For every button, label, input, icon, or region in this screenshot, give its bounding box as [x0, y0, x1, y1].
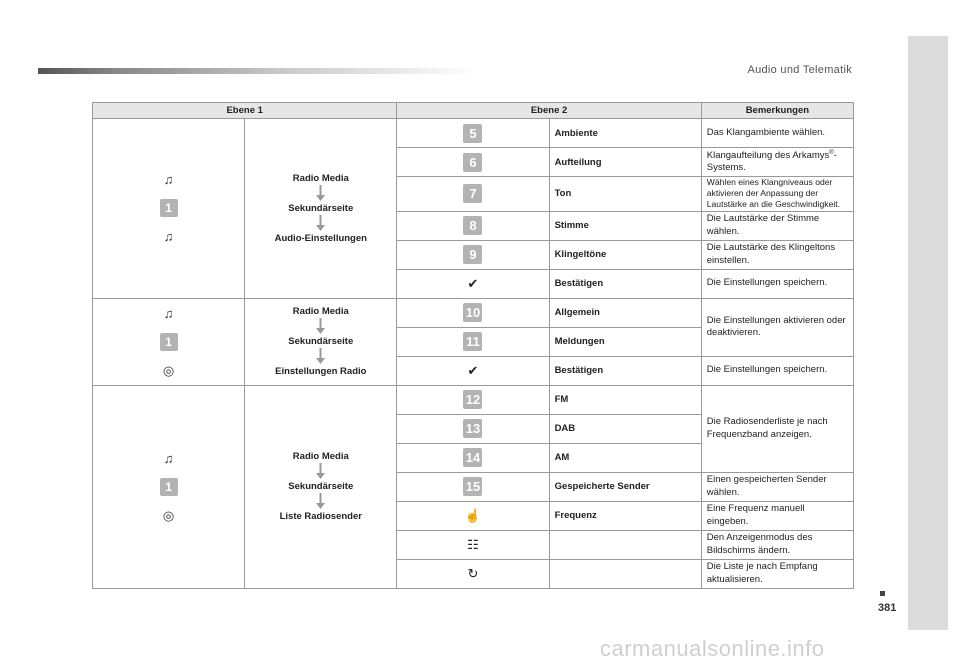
level-1-badge: 1 — [160, 478, 178, 496]
path-level-b: Sekundärseite — [288, 336, 354, 348]
path-level-a: Radio Media — [292, 306, 349, 318]
group-icons-station-list — [93, 385, 245, 588]
checkmark-icon: ✔ — [467, 362, 479, 378]
hand-dial-icon: ☝ — [464, 507, 482, 523]
item-label — [549, 530, 701, 559]
arrow-down-icon — [315, 215, 326, 232]
page-marker — [880, 591, 885, 596]
arrow-down-icon — [315, 318, 326, 335]
item-label — [549, 559, 701, 588]
group-path-radio-settings — [245, 298, 397, 385]
item-note: Die Lautstärke des Klingeltons einstellen. — [701, 240, 853, 269]
watermark: carmanualsonline.info — [600, 636, 825, 661]
music-note-icon: ♫ — [163, 305, 174, 321]
table-row — [93, 385, 854, 414]
item-note: Eine Frequenz manuell eingeben. — [701, 501, 853, 530]
group-path-station-list — [245, 385, 397, 588]
header-gradient-bar — [38, 68, 478, 74]
music-settings-icon: ♫ — [163, 229, 174, 245]
item-note: Das Klangambiente wählen. — [701, 119, 853, 148]
path-level-c: Liste Radiosender — [279, 511, 362, 523]
music-note-icon: ♫ — [163, 172, 174, 188]
item-label: Stimme — [549, 211, 701, 240]
refresh-icon: ↻ — [467, 565, 479, 581]
item-label: Bestätigen — [549, 269, 701, 298]
header-ebene-2: Ebene 2 — [397, 103, 701, 119]
radio-antenna-icon: ◎ — [162, 362, 175, 378]
table-header-row — [93, 103, 854, 119]
arrow-down-icon — [315, 493, 326, 510]
checkmark-icon: ✔ — [467, 275, 479, 291]
item-label: Meldungen — [549, 327, 701, 356]
item-number-badge: 9 — [463, 245, 482, 264]
header-ebene-1: Ebene 1 — [93, 103, 397, 119]
item-note: Klangaufteilung des Arkamys®-Systems. — [701, 148, 853, 177]
item-note: Die Liste je nach Empfang aktualisieren. — [701, 559, 853, 588]
item-number-badge: 6 — [463, 153, 482, 172]
item-note: Die Einstellungen speichern. — [701, 356, 853, 385]
header-bemerkungen: Bemerkungen — [701, 103, 853, 119]
item-label: Allgemein — [549, 298, 701, 327]
item-note: Einen gespeicherten Sender wählen. — [701, 472, 853, 501]
item-number-badge: 7 — [463, 184, 482, 203]
side-margin-bar — [908, 36, 948, 630]
arrow-down-icon — [315, 463, 326, 480]
item-note: Wählen eines Klangniveaus oder aktivieren der Anpassung der Lautstärke an die Geschwindigkeit. — [701, 177, 853, 212]
item-label: FM — [549, 385, 701, 414]
item-number-badge: 11 — [463, 332, 482, 351]
radio-antenna-icon: ◎ — [162, 507, 175, 523]
display-mode-icon: ☷ — [467, 536, 479, 552]
item-note: Die Lautstärke der Stimme wählen. — [701, 211, 853, 240]
item-number-badge: 12 — [463, 390, 482, 409]
item-note: Die Einstellungen aktivieren oder deaktivieren. — [701, 298, 853, 356]
settings-table — [92, 102, 854, 589]
item-label: Klingeltöne — [549, 240, 701, 269]
item-label: Bestätigen — [549, 356, 701, 385]
level-1-badge: 1 — [160, 333, 178, 351]
item-label: Ambiente — [549, 119, 701, 148]
item-number-badge: 10 — [463, 303, 482, 322]
item-label: Ton — [549, 177, 701, 212]
group-path-audio — [245, 119, 397, 299]
group-icons-audio — [93, 119, 245, 299]
item-number-badge: 8 — [463, 216, 482, 235]
path-level-c: Audio-Einstellungen — [274, 232, 367, 244]
item-label: DAB — [549, 414, 701, 443]
path-level-c: Einstellungen Radio — [275, 366, 367, 378]
item-label: Frequenz — [549, 501, 701, 530]
music-note-icon: ♫ — [163, 450, 174, 466]
path-level-a: Radio Media — [292, 451, 349, 463]
arrow-down-icon — [315, 185, 326, 202]
item-note: Die Einstellungen speichern. — [701, 269, 853, 298]
item-note: Die Radiosenderliste je nach Frequenzband anzeigen. — [701, 385, 853, 472]
arrow-down-icon — [315, 348, 326, 365]
section-title: Audio und Telematik — [747, 64, 852, 76]
item-number-badge: 15 — [463, 477, 482, 496]
table-row — [93, 119, 854, 148]
item-number-badge: 13 — [463, 419, 482, 438]
path-level-a: Radio Media — [292, 172, 349, 184]
path-level-b: Sekundärseite — [288, 202, 354, 214]
item-label: AM — [549, 443, 701, 472]
page-number: 381 — [878, 602, 897, 614]
item-label: Aufteilung — [549, 148, 701, 177]
level-1-badge: 1 — [160, 199, 178, 217]
item-label: Gespeicherte Sender — [549, 472, 701, 501]
item-number-badge: 5 — [463, 124, 482, 143]
group-icons-radio-settings — [93, 298, 245, 385]
item-number-badge: 14 — [463, 448, 482, 467]
item-note: Den Anzeigenmodus des Bildschirms ändern. — [701, 530, 853, 559]
table-row — [93, 298, 854, 327]
path-level-b: Sekundärseite — [288, 481, 354, 493]
